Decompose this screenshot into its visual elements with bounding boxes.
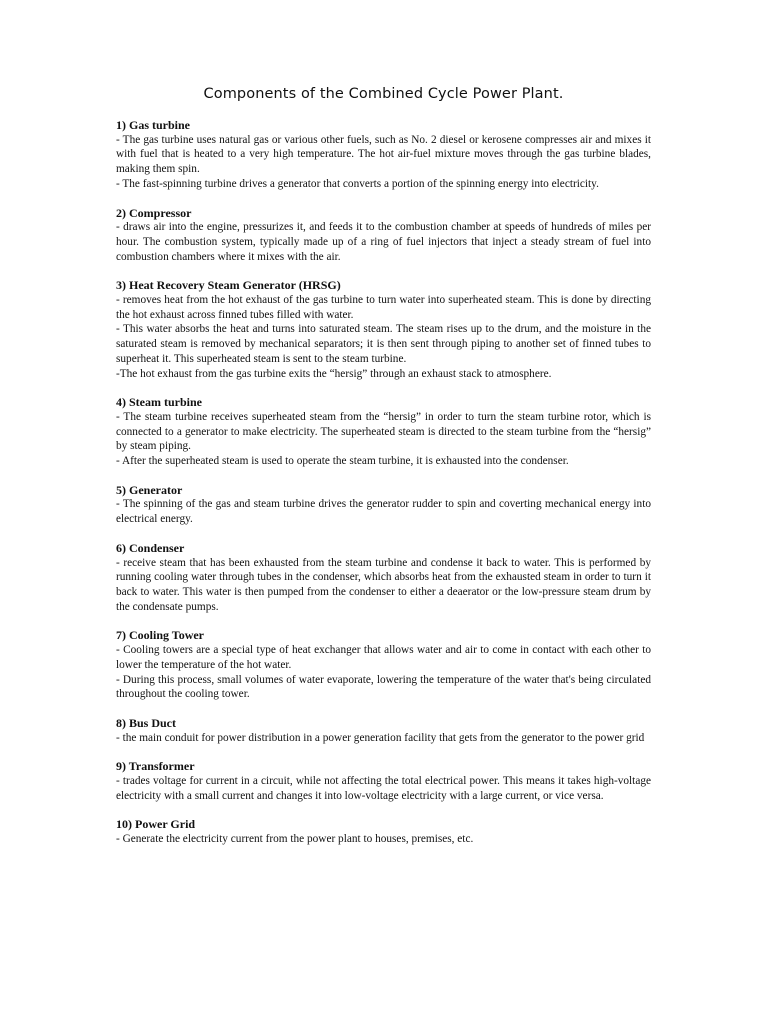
- section: [116, 395, 651, 469]
- section-paragraph: - This water absorbs the heat and turns into saturated steam. The steam rises up to the drum, and the moisture in the saturated steam is removed by mechanical separators; it is then sent through piping to another set of finned tubes to superheat it. This superheated steam is sent to the steam turbine.: [116, 323, 651, 365]
- section-heading: 8) Bus Duct: [116, 715, 177, 730]
- section: [116, 628, 651, 702]
- section-heading: 6) Condenser: [116, 540, 185, 555]
- section: [116, 817, 651, 846]
- section-heading: 5) Generator: [116, 482, 183, 497]
- section-heading: 2) Compressor: [116, 205, 192, 220]
- section-paragraph: - The gas turbine uses natural gas or various other fuels, such as No. 2 diesel or kerosene compresses air and mixes it with fuel that is heated to a very high temperature. The hot air-fuel mixture moves through the gas turbine blades, making them spin.: [116, 133, 651, 176]
- section: [116, 716, 651, 745]
- section-paragraph: - The steam turbine receives superheated steam from the “hersig” in order to turn the steam turbine rotor, which is connected to a generator to make electricity. The superheated steam is directed to the steam turbine from the “hersig” by steam piping.: [116, 410, 651, 453]
- section: [116, 206, 651, 265]
- sections-container: [116, 118, 651, 847]
- section-heading: 1) Gas turbine: [116, 118, 191, 132]
- section-heading: 7) Cooling Tower: [116, 628, 205, 643]
- section-paragraph: - draws air into the engine, pressurizes it, and feeds it to the combustion chamber at speeds of hundreds of miles per hour. The combustion system, typically made up of a ring of fuel injectors that inject a steady stream of fuel into combustion chambers where it mixes with the air.: [116, 221, 651, 263]
- section-paragraph: - the main conduit for power distribution in a power generation facility that gets from the generator to the power grid: [116, 731, 645, 744]
- section-paragraph: - receive steam that has been exhausted from the steam turbine and condense it back to water. This is performed by running cooling water through tubes in the condenser, which absorbs heat from the exhausted steam in order to turn it back to water. This water is then pumped from the condenser to either a deaerator or the low-pressure steam drum by the condensate pumps.: [116, 556, 651, 613]
- section-heading: 9) Transformer: [116, 759, 195, 774]
- section-paragraph: - trades voltage for current in a circuit, while not affecting the total electrical power. This means it takes high-voltage electricity with a small current and changes it into low-voltage electricity with a large current, or vice versa.: [116, 775, 651, 802]
- section-paragraph: -The hot exhaust from the gas turbine exits the “hersig” through an exhaust stack to atmosphere.: [116, 367, 552, 380]
- section-paragraph: - removes heat from the hot exhaust of the gas turbine to turn water into superheated steam. This is done by directing the hot exhaust across finned tubes filled with water.: [116, 294, 651, 321]
- section-paragraph: - Cooling towers are a special type of heat exchanger that allows water and air to come in contact with each other to lower the temperature of the hot water.: [116, 644, 651, 671]
- section-paragraph: - After the superheated steam is used to operate the steam turbine, it is exhausted into the condenser.: [116, 455, 569, 468]
- section-paragraph: - The fast-spinning turbine drives a generator that converts a portion of the spinning energy into electricity.: [116, 177, 599, 190]
- section-paragraph: - The spinning of the gas and steam turbine drives the generator rudder to spin and coverting mechanical energy into electrical energy.: [116, 498, 651, 526]
- section: [116, 759, 651, 803]
- section-paragraph: - Generate the electricity current from the power plant to houses, premises, etc.: [116, 833, 474, 846]
- section-heading: 10) Power Grid: [116, 817, 196, 832]
- document-title: Components of the Combined Cycle Power Plant.: [203, 86, 564, 102]
- section: [116, 118, 651, 192]
- section-paragraph: - During this process, small volumes of water evaporate, lowering the temperature of the water that's being circulated throughout the cooling tower.: [116, 673, 651, 701]
- section: [116, 541, 651, 615]
- section: [116, 483, 651, 527]
- section-heading: 4) Steam turbine: [116, 395, 202, 410]
- section-heading: 3) Heat Recovery Steam Generator (HRSG): [116, 278, 341, 293]
- section: [116, 278, 651, 381]
